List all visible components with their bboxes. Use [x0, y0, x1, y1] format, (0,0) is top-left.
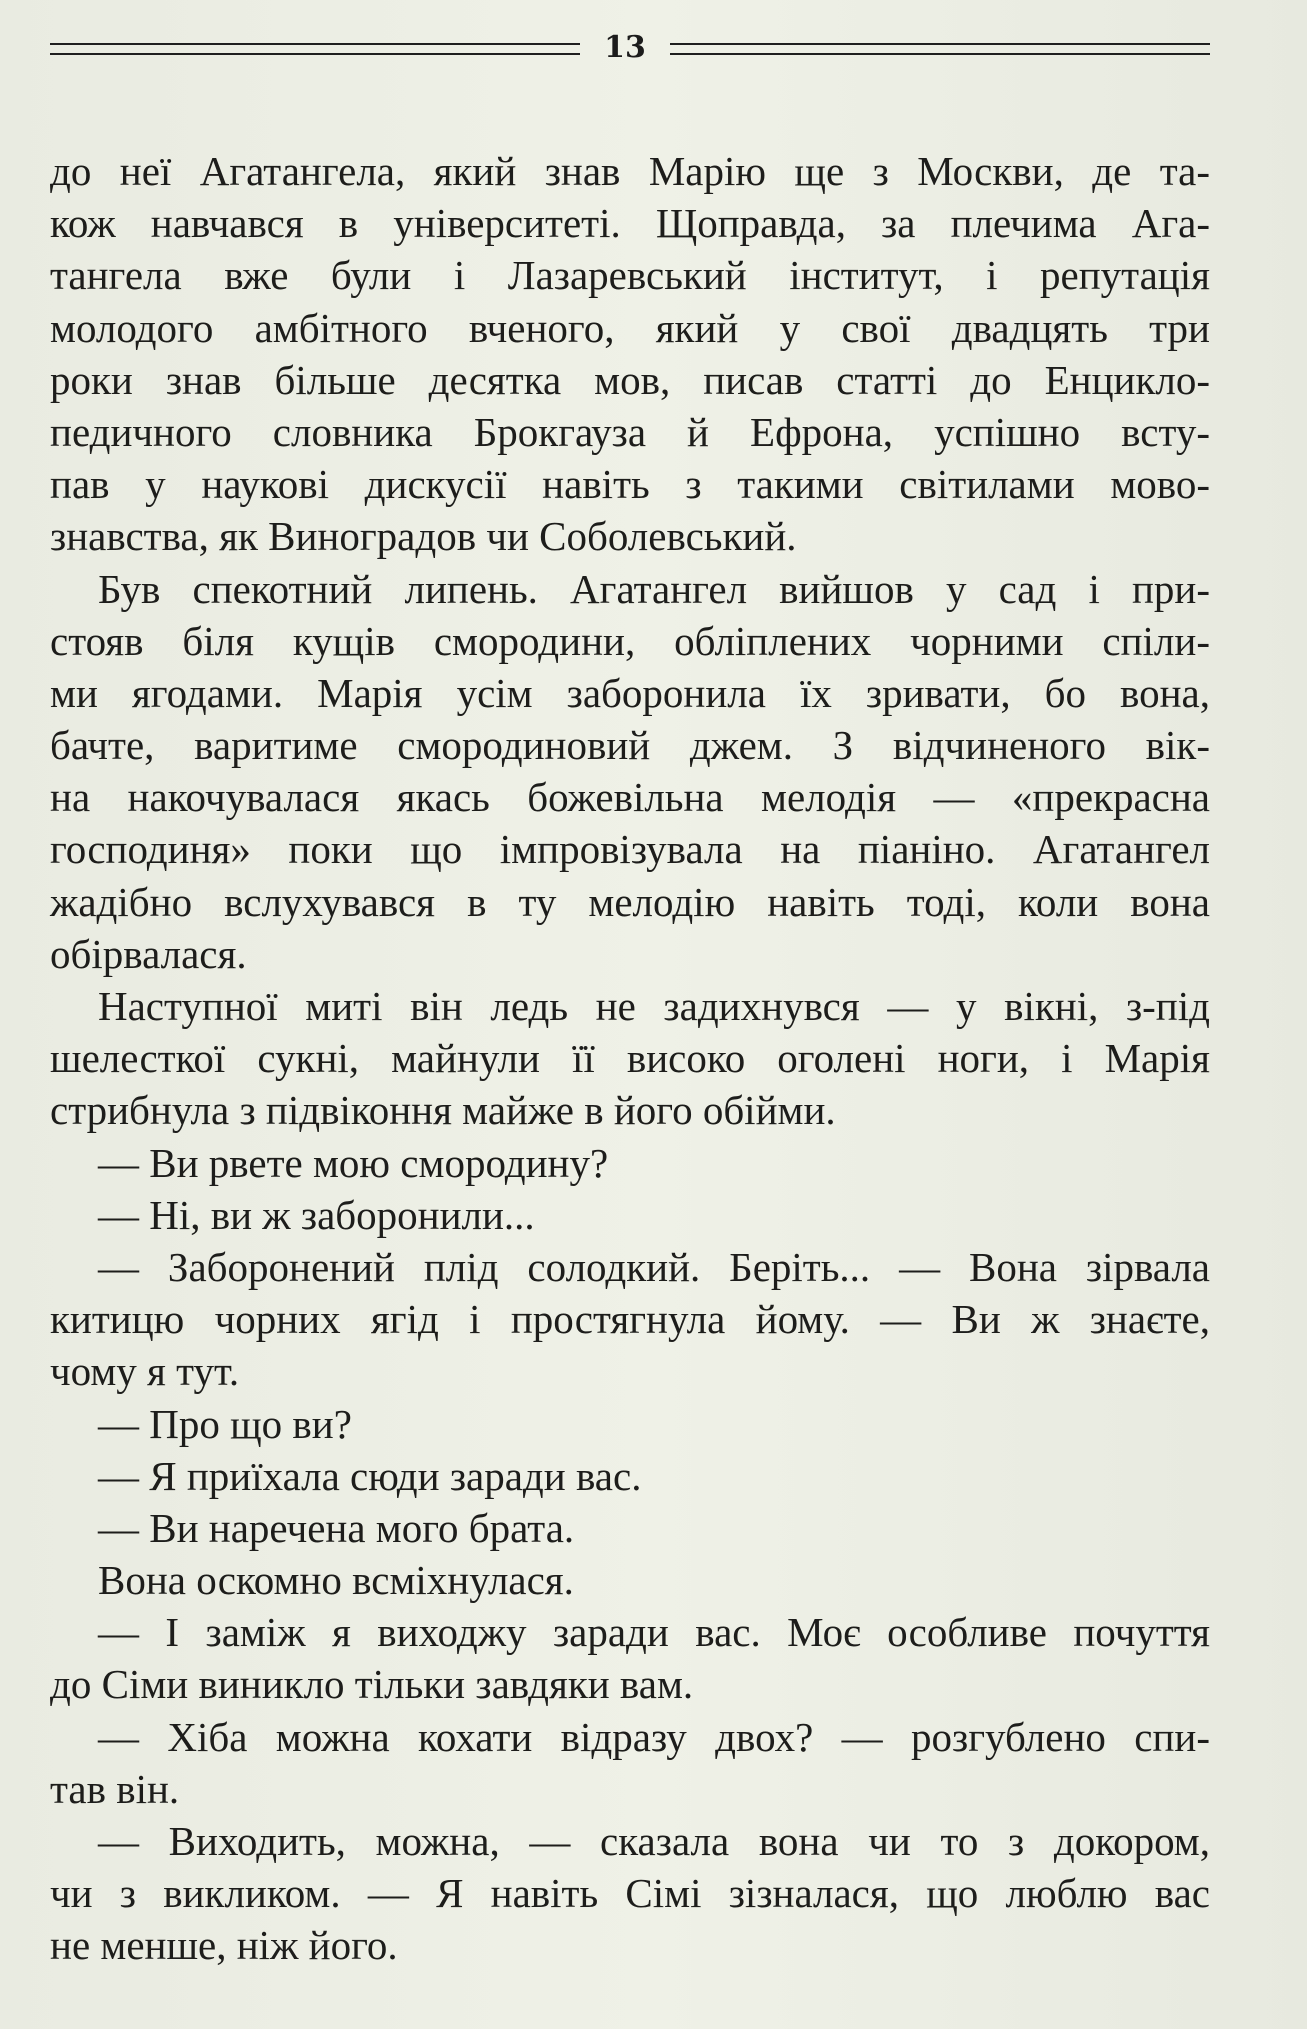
text-line: обірвалася.: [50, 930, 247, 977]
text-line: кож навчався в університеті. Щоправда, за плечима Ага-: [50, 200, 1210, 247]
dialogue-line: — Я приїхала сюди заради вас.: [98, 1452, 642, 1499]
dialogue-line: — Заборонений плід солодкий. Беріть... — Вона зірвала: [98, 1243, 1210, 1290]
body-text: [50, 145, 1210, 1972]
text-line: тангела вже були і Лазаревський інститут, і репутація: [50, 252, 1210, 299]
text-line: пав у наукові дискусії навіть з такими світилами мово-: [50, 461, 1210, 508]
dialogue-line: — Ні, ви ж заборонили...: [98, 1191, 535, 1238]
text-line: тав він.: [50, 1765, 180, 1812]
text-line: ми ягодами. Марія усім заборонила їх зривати, бо вона,: [50, 669, 1210, 716]
dialogue-line: — Хіба можна кохати відразу двох? — розгублено спи-: [98, 1713, 1210, 1760]
text-line: китицю чорних ягід і простягнула йому. — Ви ж знаєте,: [50, 1296, 1210, 1343]
text-line: знавства, як Виноградов чи Соболевський.: [50, 513, 797, 560]
text-line: жадібно вслухувався в ту мелодію навіть тоді, коли вона: [50, 878, 1210, 925]
dialogue-line: — І заміж я виходжу заради вас. Моє особливе почуття: [98, 1609, 1210, 1656]
text-line: стояв біля кущів смородини, обліплених чорними спіли-: [50, 617, 1210, 664]
text-line: чому я тут.: [50, 1348, 240, 1395]
running-header: [50, 28, 1210, 68]
text-line: молодого амбітного вченого, який у свої двадцять три: [50, 304, 1210, 351]
text-line: до неї Агатангела, який знав Марію ще з Москви, де та-: [50, 148, 1210, 194]
text-line: педичного словника Брокгауза й Ефрона, успішно всту-: [50, 408, 1210, 455]
text-line: роки знав більше десятка мов, писав статті до Енцикло-: [50, 356, 1210, 403]
text-line: Був спекотний липень. Агатангел вийшов у сад і при-: [98, 565, 1210, 612]
text-line: шелесткої сукні, майнули її високо оголені ноги, і Марія: [50, 1035, 1210, 1082]
text-line: господиня» поки що імпровізувала на піаніно. Агатангел: [50, 826, 1210, 873]
dialogue-line: — Ви рвете мою смородину?: [98, 1139, 609, 1186]
page-number: 13: [604, 30, 646, 65]
dialogue-line: — Ви наречена мого брата.: [98, 1504, 575, 1551]
text-line: не менше, ніж його.: [50, 1922, 398, 1969]
text-line: Наступної миті він ледь не задихнувся — у вікні, з-під: [98, 983, 1210, 1029]
dialogue-line: — Виходить, можна, — сказала вона чи то з докором,: [98, 1818, 1210, 1864]
header-rule-left: [50, 43, 580, 55]
text-line: до Сіми виникло тільки завдяки вам.: [50, 1661, 694, 1708]
text-line: на накочувалася якась божевільна мелодія — «прекрасна: [50, 774, 1210, 821]
text-line: стрибнула з підвіконня майже в його обійми.: [50, 1087, 836, 1134]
dialogue-line: — Про що ви?: [98, 1400, 352, 1447]
text-line: Вона оскомно всміхнулася.: [98, 1557, 574, 1604]
header-rule-right: [670, 43, 1210, 55]
text-line: чи з викликом. — Я навіть Сімі зізналася, що люблю вас: [50, 1870, 1210, 1917]
text-line: бачте, варитиме смородиновий джем. З відчиненого вік-: [50, 722, 1210, 769]
